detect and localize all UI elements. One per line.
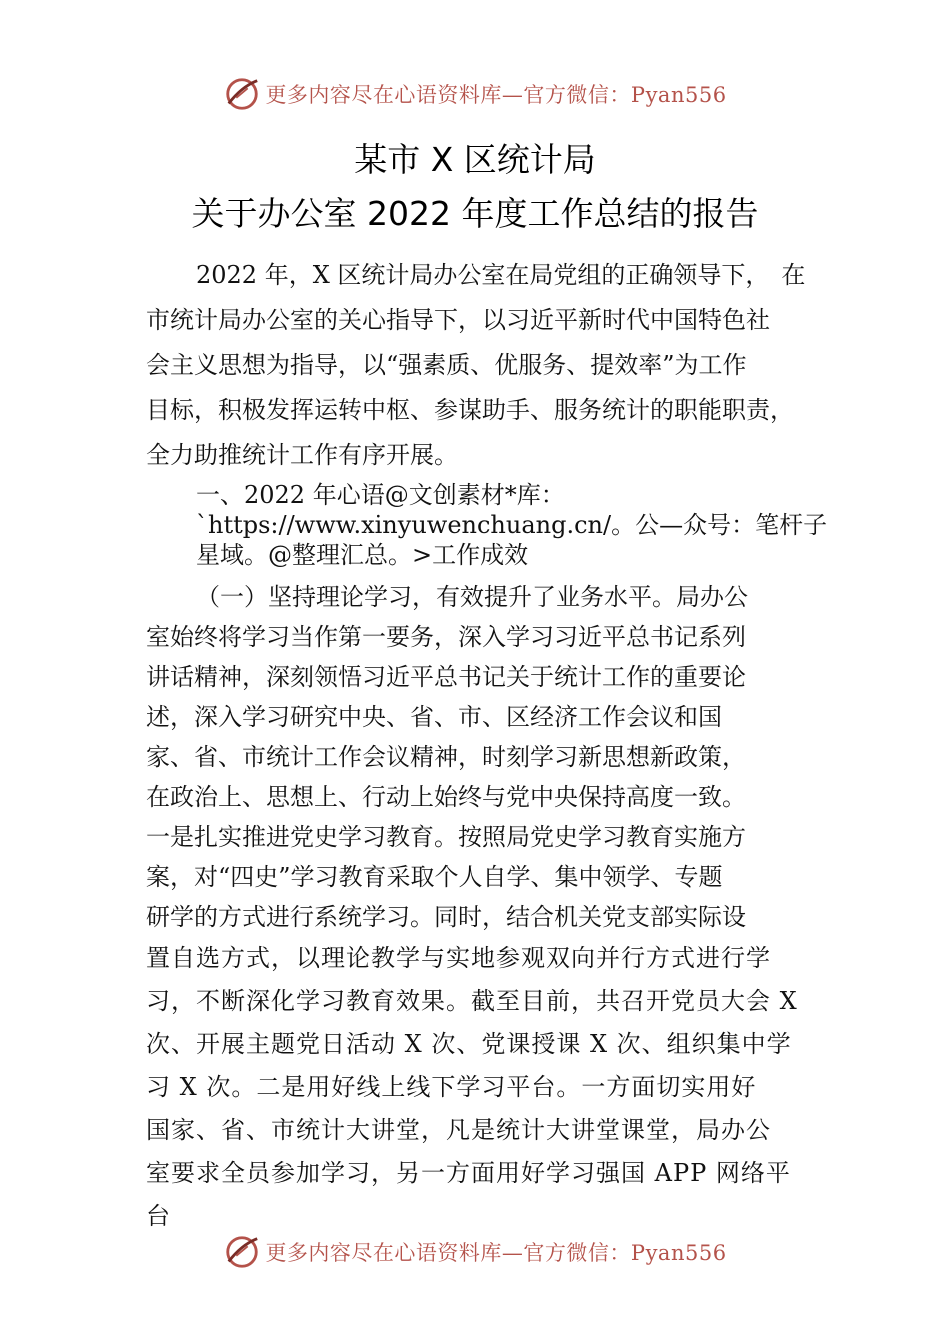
text-line: 述，深入学习研究中央、省、市、区经济工作会议和国: [146, 703, 722, 731]
document-title-line1: 某市 X 区统计局: [354, 140, 596, 179]
intro-paragraph: [146, 253, 836, 478]
text-line: 家、省、市统计工作会议精神，时刻学习新思想新政策，: [146, 743, 746, 771]
document-title-line2: 关于办公室 2022 年度工作总结的报告: [191, 194, 759, 233]
text-line: 室要求全员参加学习，另一方面用好学习强国 APP 网络平: [146, 1159, 791, 1187]
banner-text: 更多内容尽在心语资料库—官方微信：Pyan556: [265, 83, 727, 107]
text-line: 市统计局办公室的关心指导下，以习近平新时代中国特色社: [146, 306, 770, 334]
logo-icon: [223, 1233, 261, 1271]
text-line: 习 X 次。二是用好线上线下学习平台。一方面切实用好: [146, 1073, 757, 1101]
banner-text: 更多内容尽在心语资料库—官方微信：Pyan556: [265, 1241, 727, 1265]
bottom-banner: [0, 1230, 950, 1274]
text-line: `https://www.xinyuwenchuang.cn/。公—众号：笔杆子: [196, 511, 828, 539]
text-line: 在政治上、思想上、行动上始终与党中央保持高度一致。: [146, 783, 746, 811]
text-line: 习，不断深化学习教育效果。截至目前，共召开党员大会 X: [146, 987, 798, 1015]
text-line: 2022 年，X 区统计局办公室在局党组的正确领导下， 在: [196, 261, 806, 289]
text-line: 次、开展主题党日活动 X 次、党课授课 X 次、组织集中学: [146, 1030, 792, 1058]
body-paragraph: [146, 577, 836, 1238]
section-heading: [196, 480, 836, 570]
text-line: 国家、省、市统计大讲堂，凡是统计大讲堂课堂，局办公: [146, 1116, 771, 1144]
text-line: 室始终将学习当作第一要务，深入学习习近平总书记系列: [146, 623, 746, 651]
text-line: 置自选方式，以理论教学与实地参观双向并行方式进行学: [146, 944, 771, 972]
text-line: 目标，积极发挥运转中枢、参谋助手、服务统计的职能职责，: [146, 396, 794, 424]
text-line: 讲话精神，深刻领悟习近平总书记关于统计工作的重要论: [146, 663, 746, 691]
text-line: 星域。@整理汇总。>工作成效: [196, 541, 529, 569]
logo-icon: [223, 75, 261, 113]
text-line: 案，对“四史”学习教育采取个人自学、集中领学、专题: [146, 863, 723, 891]
text-line: 一、2022 年心语@文创素材*库：: [196, 481, 565, 509]
text-line: 一是扎实推进党史学习教育。按照局党史学习教育实施方: [146, 823, 746, 851]
text-line: 会主义思想为指导，以“强素质、优服务、提效率”为工作: [146, 351, 747, 379]
text-line: 研学的方式进行系统学习。同时，结合机关党支部实际设: [146, 903, 746, 931]
text-line: （一）坚持理论学习，有效提升了业务水平。局办公: [196, 583, 748, 611]
text-line: 台: [146, 1202, 171, 1230]
top-banner: [0, 72, 950, 116]
text-line: 全力助推统计工作有序开展。: [146, 441, 458, 469]
